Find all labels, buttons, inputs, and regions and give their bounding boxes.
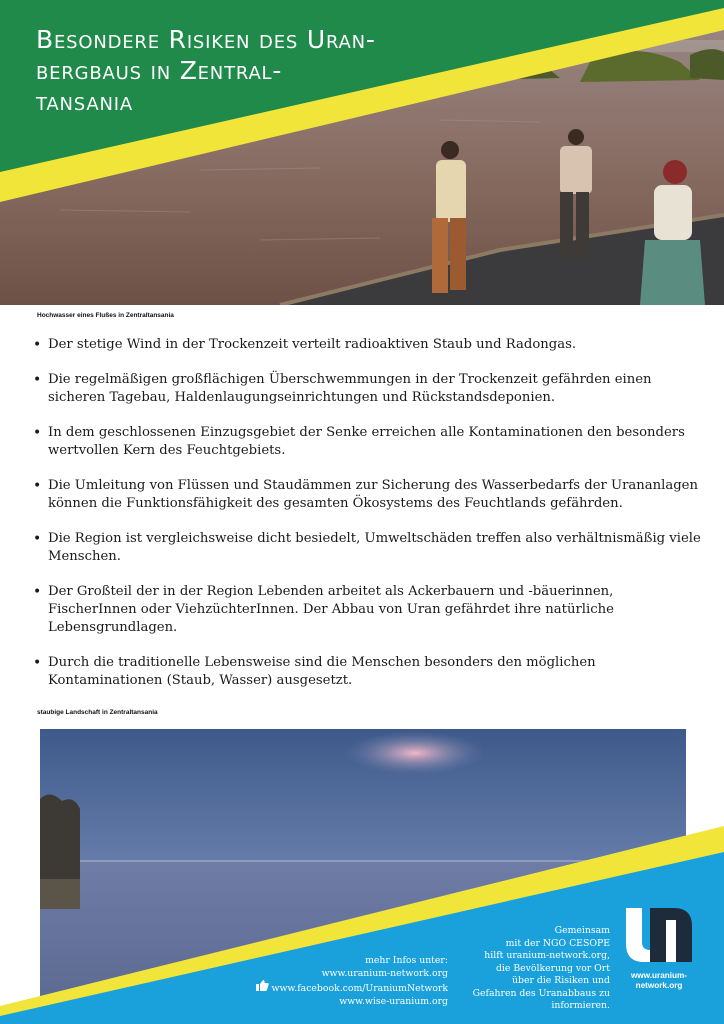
uranium-network-logo <box>622 906 694 962</box>
logo-url[interactable] <box>612 971 706 991</box>
title-line: tansania <box>36 87 133 116</box>
photo-caption-bottom: staubige Landschaft in Zentraltansania <box>37 709 158 716</box>
partner-line: informieren. <box>551 1000 610 1011</box>
list-item: • Der Großteil der in der Region Lebenden arbeitet als Ackerbauern und -bäuerinnen, FischerInnen oder ViehzüchterInnen. Der Abbau von Uran gefährdet ihre natürliche Lebensgrundlagen. <box>32 583 702 637</box>
list-item: • Die Region ist vergleichsweise dicht besiedelt, Umweltschäden treffen also verhältnismäßig viele Menschen. <box>32 530 702 566</box>
thumbs-up-icon <box>256 980 269 991</box>
partner-line: Gefahren des Uranabbaus zu <box>472 987 610 999</box>
page-title <box>36 24 466 117</box>
partner-line: mit der NGO CESOPE <box>505 937 610 949</box>
partner-line: hilft uranium-network.org, <box>484 950 610 961</box>
list-item: • Durch die traditionelle Lebensweise sind die Menschen besonders den möglichen Kontaminationen (Staub, Wasser) ausgesetzt. <box>32 654 702 690</box>
partner-text <box>460 925 610 1013</box>
partner-line: über die Risiken und <box>512 975 610 986</box>
title-line: bergbaus in Zentral- <box>36 56 283 85</box>
list-item: • In dem geschlossenen Einzugsgebiet der Senke erreichen alle Kontaminationen den besonders wertvollen Kern des Feuchtgebiets. <box>32 424 702 460</box>
logo-url-line: network.org <box>635 981 683 990</box>
list-item: • Der stetige Wind in der Trockenzeit verteilt radioaktiven Staub und Radongas. <box>32 336 702 354</box>
facebook-link[interactable]: www.facebook.com/UraniumNetwork <box>271 983 448 994</box>
more-info-block <box>230 955 448 1008</box>
partner-line: die Bevölkerung vor Ort <box>495 962 610 974</box>
partner-line: Gemeinsam <box>554 925 610 936</box>
list-item: • Die Umleitung von Flüssen und Staudämmen zur Sicherung des Wasserbedarfs der Urananlagen können die Funktionsfähigkeit des gesamten Ökosystems des Feuchtlands gefährden. <box>32 477 702 513</box>
list-item: • Die regelmäßigen großflächigen Überschwemmungen in der Trockenzeit gefährden einen sicheren Tagebau, Haldenlaugungseinrichtungen und Rückstandsdeponien. <box>32 371 702 407</box>
logo-url-line: www.uranium- <box>630 971 688 980</box>
photo-caption-top: Hochwasser eines Flußes in Zentraltansania <box>37 312 174 319</box>
more-info-heading: mehr Infos unter: <box>365 955 448 966</box>
risk-list <box>32 336 702 707</box>
title-line: Besondere Risiken des Uran- <box>36 25 376 54</box>
website-link[interactable]: www.wise-uranium.org <box>339 995 448 1007</box>
website-link[interactable]: www.uranium-network.org <box>321 967 448 979</box>
facebook-row <box>230 980 448 996</box>
